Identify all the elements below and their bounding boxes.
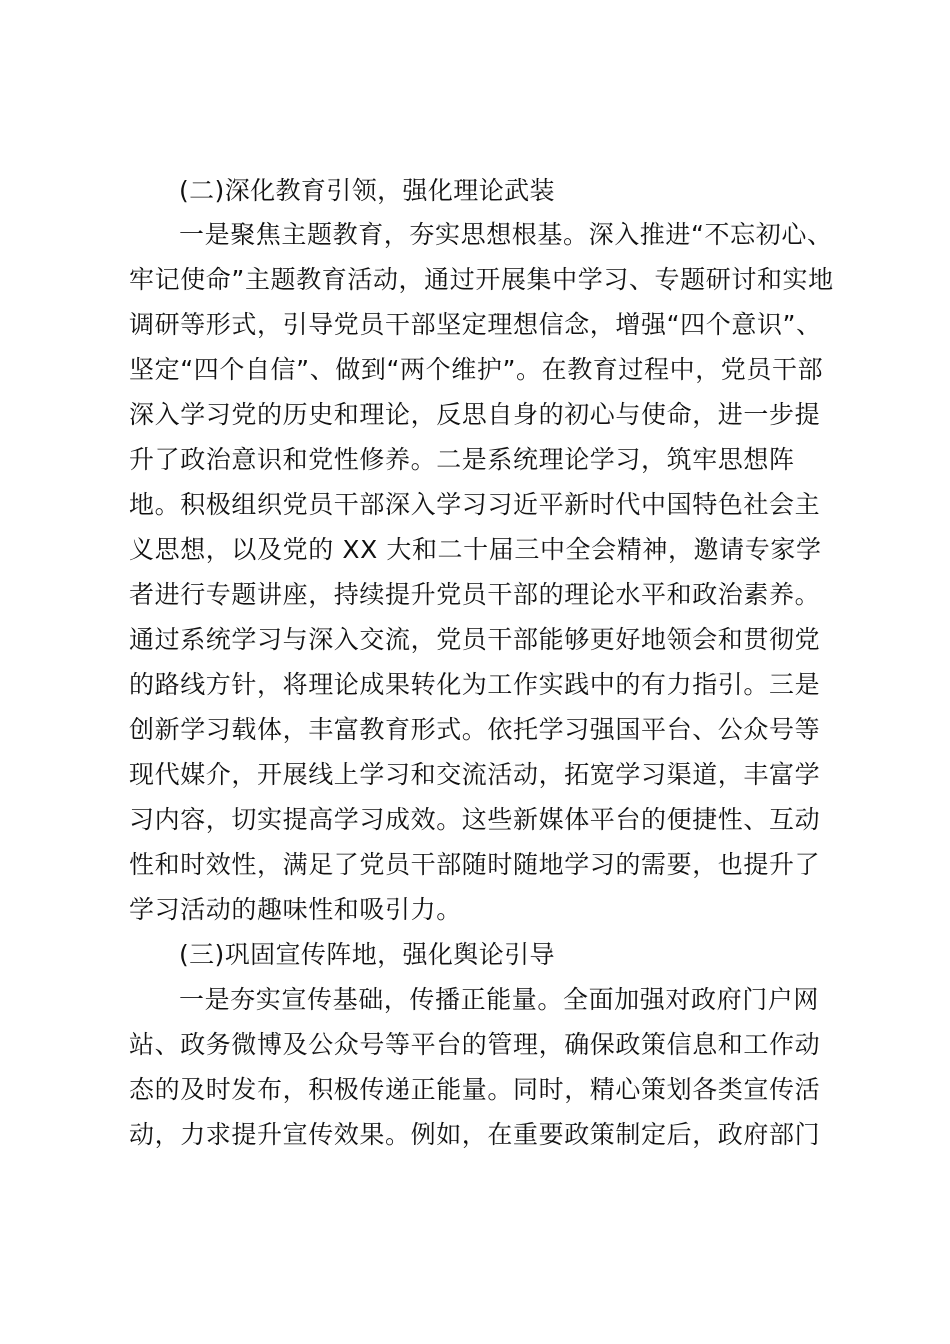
paragraph-line: 性和时效性，满足了党员干部随时随地学习的需要，也提升了 <box>129 850 821 879</box>
paragraph-line: 升了政治意识和党性修养。二是系统理论学习，筑牢思想阵 <box>129 445 795 474</box>
paragraph-line: 深入学习党的历史和理论，反思自身的初心与使命，进一步提 <box>129 400 821 429</box>
paragraph-line: 创新学习载体，丰富教育形式。依托学习强国平台、公众号等 <box>129 715 821 744</box>
paragraph-line: 动，力求提升宣传效果。例如，在重要政策制定后，政府部门 <box>129 1120 821 1149</box>
paragraph-line: 一是聚焦主题教育，夯实思想根基。深入推进“不忘初心、 <box>179 220 833 249</box>
paragraph-line: 调研等形式，引导党员干部坚定理想信念，增强“四个意识”、 <box>129 310 822 339</box>
section-heading-2: (二)深化教育引领，强化理论武装 <box>179 176 555 205</box>
paragraph-line: 地。积极组织党员干部深入学习习近平新时代中国特色社会主 <box>129 490 821 519</box>
paragraph-line: 态的及时发布，积极传递正能量。同时，精心策划各类宣传活 <box>129 1075 821 1104</box>
paragraph-line: 者进行专题讲座，持续提升党员干部的理论水平和政治素养。 <box>129 580 821 609</box>
paragraph-line: 习内容，切实提高学习成效。这些新媒体平台的便捷性、互动 <box>129 805 821 834</box>
paragraph-line: 义思想，以及党的 XX 大和二十届三中全会精神，邀请专家学 <box>129 535 822 564</box>
paragraph-line: 一是夯实宣传基础，传播正能量。全面加强对政府门户网 <box>179 985 820 1014</box>
paragraph-line: 站、政务微博及公众号等平台的管理，确保政策信息和工作动 <box>129 1030 821 1059</box>
paragraph-line: 学习活动的趣味性和吸引力。 <box>129 895 462 924</box>
paragraph-line: 通过系统学习与深入交流，党员干部能够更好地领会和贯彻党 <box>129 625 821 654</box>
section-heading-3: (三)巩固宣传阵地，强化舆论引导 <box>179 940 555 969</box>
paragraph-line: 牢记使命”主题教育活动，通过开展集中学习、专题研讨和实地 <box>129 265 834 294</box>
paragraph-line: 现代媒介，开展线上学习和交流活动，拓宽学习渠道，丰富学 <box>129 760 821 789</box>
paragraph-line: 的路线方针，将理论成果转化为工作实践中的有力指引。三是 <box>129 670 821 699</box>
paragraph-line: 坚定“四个自信”、做到“两个维护”。在教育过程中，党员干部 <box>129 355 824 384</box>
